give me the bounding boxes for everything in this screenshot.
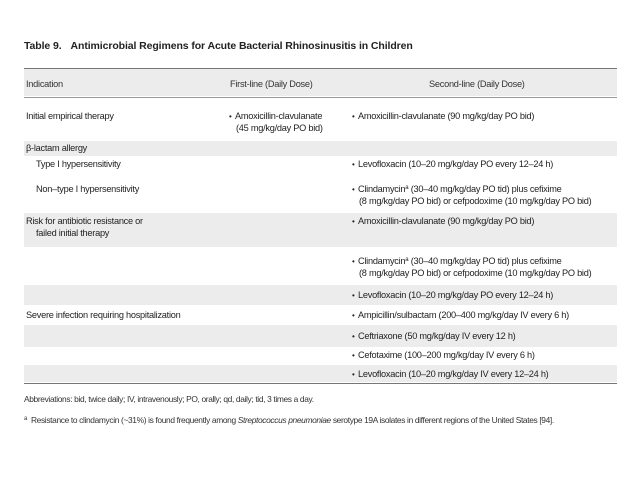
bottom-rule [24, 383, 617, 384]
table-title-text: Antimicrobial Regimens for Acute Bacterial Rhinosinusitis in Children [70, 40, 413, 52]
second-line-severe-c: • Cefotaxime (100–200 mg/kg/day IV every 6 h) [359, 349, 535, 362]
second-line-risk-c: • Levofloxacin (10–20 mg/kg/day PO every 12–24 h) [359, 289, 553, 302]
indication-severe: Severe infection requiring hospitalization [26, 310, 181, 320]
indication-type1: Type I hypersensitivity [36, 159, 121, 169]
row-band-type1 [24, 141, 617, 156]
header-rule [24, 97, 617, 98]
indication-allergy: β-lactam allergy [26, 143, 88, 153]
indication-initial: Initial empirical therapy [26, 111, 114, 121]
footnote-abbreviations: Abbreviations: bid, twice daily; IV, intravenously; PO, orally; qd, daily; tid, 3 times a day. [24, 394, 314, 404]
second-line-risk-b: • Clindamycin$^a$ (30–40 mg/kg/day PO tid) plus cefixime [359, 255, 562, 268]
header-first-line: First-line (Daily Dose) [230, 79, 313, 89]
first-line-initial-dose: (45 mg/kg/day PO bid) [236, 123, 323, 133]
second-line-severe-a: • Ampicillin/sulbactam (200–400 mg/kg/day IV every 6 h) [359, 309, 569, 322]
second-line-risk-b-cont: (8 mg/kg/day PO bid) or cefpodoxime (10 mg/kg/day PO bid) [359, 268, 592, 278]
top-rule [24, 68, 617, 69]
second-line-severe-b: • Ceftriaxone (50 mg/kg/day IV every 12 h) [359, 330, 516, 343]
indication-risk: Risk for antibiotic resistance or [26, 216, 143, 226]
second-line-risk-a: • Amoxicillin-clavulanate (90 mg/kg/day PO bid) [359, 215, 534, 228]
indication-risk-cont: failed initial therapy [36, 228, 110, 238]
second-line-initial: • Amoxicillin-clavulanate (90 mg/kg/day PO bid) [359, 110, 534, 123]
header-band [24, 69, 617, 96]
row-band-severe-b [24, 325, 617, 347]
header-second-line: Second-line (Daily Dose) [429, 79, 525, 89]
header-indication: Indication [26, 79, 63, 89]
first-line-initial: • Amoxicillin-clavulanate [236, 110, 322, 123]
second-line-nontype1-cont: (8 mg/kg/day PO bid) or cefpodoxime (10 mg/kg/day PO bid) [359, 196, 592, 206]
indication-nontype1: Non–type I hypersensitivity [36, 184, 140, 194]
table-title [24, 40, 413, 52]
table-label: Table 9. [24, 40, 62, 52]
second-line-type1: • Levofloxacin (10–20 mg/kg/day PO every 12–24 h) [359, 158, 553, 171]
second-line-nontype1: • Clindamycin$^a$ (30–40 mg/kg/day PO tid) plus cefixime [359, 183, 562, 196]
second-line-severe-d: • Levofloxacin (10–20 mg/kg/day IV every 12–24 h) [359, 368, 549, 381]
footnote-a: $^a$ Resistance to clindamycin (~31%) is found frequently among Streptococcus pneumoniae serotype 19A isolates in different regions of the United States [94]. [24, 415, 554, 425]
